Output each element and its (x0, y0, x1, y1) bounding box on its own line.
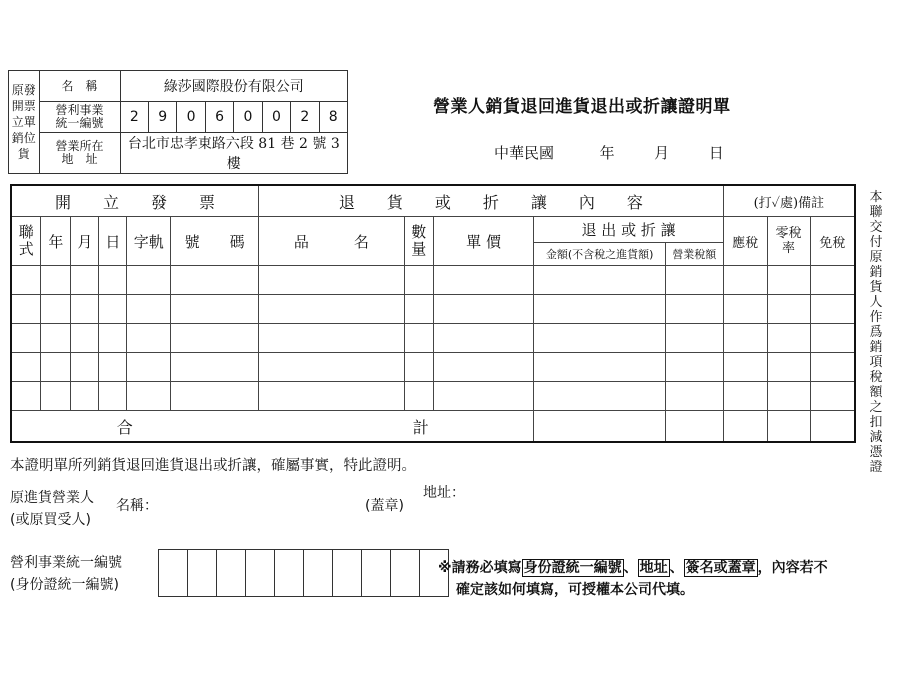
col-month: 月 (71, 217, 99, 266)
id-digit-box[interactable] (333, 550, 362, 597)
total-tax[interactable] (665, 411, 723, 443)
section-note: (打✓處)備註 (723, 185, 855, 217)
tax-id-digit: 9 (149, 102, 177, 133)
tax-id-digit: 2 (120, 102, 148, 133)
buyer-name-label: 名稱： (116, 498, 158, 514)
table-row (11, 266, 855, 295)
buyer-seal-label: (蓋章) (365, 498, 404, 514)
tax-id-label: 營利事業 統一編號 (39, 102, 120, 133)
col-quantity: 數量 (404, 217, 433, 266)
col-amount: 金額(不含稅之進貨額) (534, 242, 666, 265)
total-amount[interactable] (534, 411, 666, 443)
col-track: 字軌 (127, 217, 171, 266)
tax-id-digit: 8 (319, 102, 347, 133)
total-label: 合 計 (11, 411, 534, 443)
buyer-address-label: 地址： (423, 485, 465, 501)
date-year-label: 年 (599, 144, 615, 162)
col-taxable: 應稅 (723, 217, 767, 266)
tax-id-digit: 6 (205, 102, 233, 133)
name-label: 名 稱 (39, 71, 120, 102)
date-day-label: 日 (708, 144, 724, 162)
col-copy: 聯式 (11, 217, 41, 266)
id-digit-box[interactable] (188, 550, 217, 597)
col-number: 號 碼 (171, 217, 259, 266)
highlight-id-number: 身份證統一編號 (523, 560, 622, 576)
company-address: 台北市忠孝東路六段 81 巷 2 號 3 樓 (120, 133, 347, 174)
id-digit-box[interactable] (362, 550, 391, 597)
issuer-table (8, 70, 348, 174)
tax-id-digit: 2 (291, 102, 319, 133)
table-row (11, 295, 855, 324)
col-unit-price: 單 價 (433, 217, 534, 266)
document-title: 營業人銷貨退回進貨退出或折讓證明單 (433, 97, 731, 117)
date-month-label: 月 (654, 144, 670, 162)
buyer-id-label: 營利事業統一編號 (身份證統一編號) (10, 555, 122, 593)
col-return-group: 退 出 或 折 讓 (534, 217, 723, 243)
tax-id-digit: 0 (234, 102, 262, 133)
buyer-label: 原進貨營業人 (或原買受人) (10, 490, 94, 528)
col-business-tax: 營業稅額 (665, 242, 723, 265)
col-item: 品 名 (259, 217, 405, 266)
section-content: 退 貨 或 折 讓 內 容 (259, 185, 724, 217)
tax-id-digit: 0 (177, 102, 205, 133)
id-digit-box[interactable] (246, 550, 275, 597)
company-name: 綠莎國際股份有限公司 (120, 71, 347, 102)
buyer-id-boxes (158, 549, 449, 597)
address-label: 營業所在 地 址 (39, 133, 120, 174)
tax-id-digit: 0 (262, 102, 290, 133)
instruction-note: ※請務必填寫 身份證統一編號 、 地址 、 簽名或蓋章 ，內容若不 確定該如何填寫，可授權本公司代填。 (438, 560, 828, 598)
table-row (11, 382, 855, 411)
col-year: 年 (41, 217, 71, 266)
table-row (11, 324, 855, 353)
total-row (11, 411, 855, 443)
side-note: 本聯交付原銷貨人作爲銷項稅額之扣減憑證 (869, 190, 883, 475)
table-row (11, 353, 855, 382)
id-digit-box[interactable] (391, 550, 420, 597)
id-digit-box[interactable] (159, 550, 188, 597)
date-era: 中華民國 (494, 144, 555, 162)
id-digit-box[interactable] (275, 550, 304, 597)
statement: 本證明單所列銷貨退回進貨退出或折讓，確屬事實，特此證明。 (10, 458, 416, 474)
col-exempt: 免稅 (810, 217, 855, 266)
id-digit-box[interactable] (304, 550, 333, 597)
id-digit-box[interactable] (217, 550, 246, 597)
date-line (494, 142, 724, 163)
highlight-signature: 簽名或蓋章 (685, 560, 756, 576)
col-day: 日 (99, 217, 127, 266)
highlight-address: 地址 (639, 560, 668, 576)
col-zero-rate: 零稅率 (767, 217, 810, 266)
section-invoice: 開 立 發 票 (11, 185, 259, 217)
issuer-side-label: 原發 開票 立單 銷位 貨 (9, 71, 40, 174)
return-items-table (10, 184, 856, 443)
